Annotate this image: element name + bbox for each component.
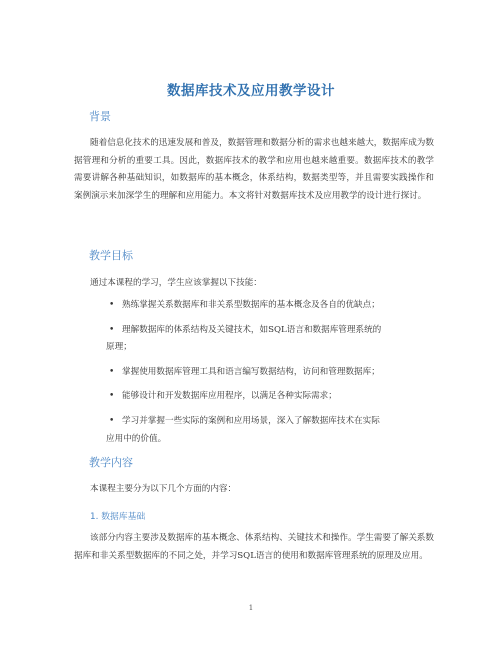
subsection-heading-database-basics: 1. 数据库基础 <box>90 512 146 522</box>
list-item: • 理解数据库的体系结构及关键技术，如SQL语言和数据库管理系统的 原理； <box>90 322 430 357</box>
bullet-icon: • <box>109 391 115 402</box>
content-intro: 本课程主要分为以下几个方面的内容： <box>90 484 237 494</box>
list-item: • 能够设计和开发数据库应用程序，以满足各种实际需求； <box>90 388 430 406</box>
page-number: 1 <box>248 604 254 612</box>
bullet-icon: • <box>109 366 115 377</box>
bullet-icon: • <box>109 415 115 426</box>
bullet-icon: • <box>109 300 115 310</box>
section-heading-content: 教学内容 <box>89 456 133 469</box>
list-item: • 熟练掌握关系数据库和非关系型数据库的基本概念及各自的优缺点； <box>90 297 430 315</box>
objectives-intro: 通过本课程的学习，学生应该掌握以下技能： <box>90 278 262 288</box>
section-heading-objectives: 教学目标 <box>89 249 133 262</box>
document-title: 数据库技术及应用教学设计 <box>167 83 335 99</box>
database-basics-paragraph: 该部分内容主要涉及数据库的基本概念、体系结构、关键技术和操作。学生需要了解关系数据库和非关系型数据库的不同之处，并学习SQL语言的使用和数据库管理系统的原理及应用。 <box>74 533 434 561</box>
section-heading-background: 背景 <box>89 110 111 123</box>
list-item: • 学习并掌握一些实际的案例和应用场景，深入了解数据库技术在实际 应用中的价值。 <box>90 413 430 448</box>
background-paragraph: 随着信息化技术的迅速发展和普及，数据管理和数据分析的需求也越来越大，数据库成为数据管理和分析的重要工具。因此，数据库技术的教学和应用也越来越重要。数据库技术的教学需要讲解各种基础知识，如数据库的基本概念，体系结构，数据类型等，并且需要实践操作和案例演示来加深学生的理解和应用能力。本文将针对数据库技术及应用教学的设计进行探讨。 <box>74 138 434 201</box>
objectives-list <box>90 297 430 455</box>
bullet-icon: • <box>109 324 115 335</box>
list-item: • 掌握使用数据库管理工具和语言编写数据结构，访问和管理数据库； <box>90 364 430 382</box>
